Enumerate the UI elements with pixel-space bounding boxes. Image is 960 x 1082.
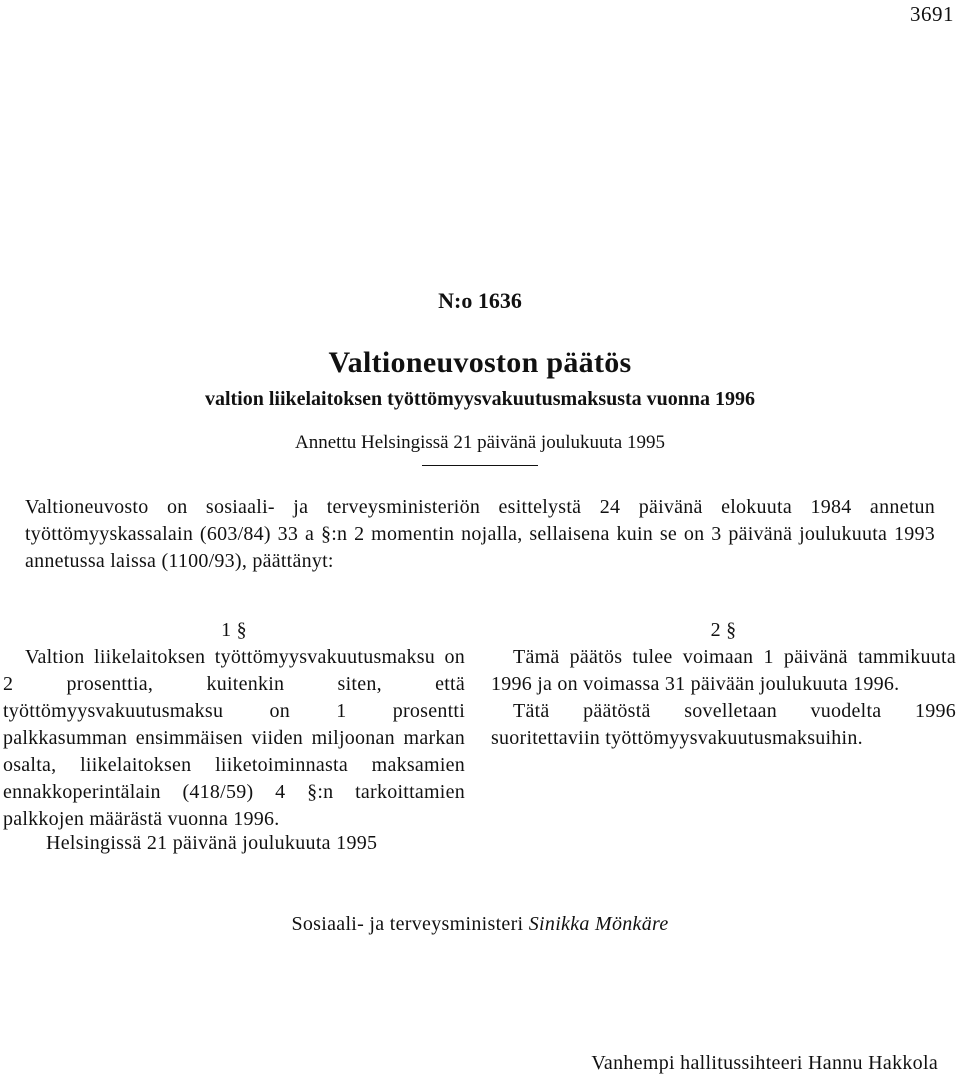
section-1 bbox=[3, 617, 465, 833]
section-2 bbox=[491, 617, 956, 752]
minister-signature bbox=[0, 913, 960, 936]
secretary-signature: Vanhempi hallitussihteeri Hannu Hakkola bbox=[591, 1052, 938, 1074]
document-title: Valtioneuvoston päätös bbox=[328, 346, 632, 379]
document-subtitle: valtion liikelaitoksen työttömyysvakuutusmaksusta vuonna 1996 bbox=[204, 388, 756, 410]
section-1-paragraph: Valtion liikelaitoksen työttömyysvakuutusmaksu on 2 prosenttia, kuitenkin siten, että työttömyysvakuutusmaksu on 1 prosentti palkkasumman ensimmäisen viiden miljoonan markan osalta, liikelaitoksen liiketoiminnasta maksamien ennakkoperintälain (418/59) 4 §:n tarkoittamien palkkojen määrästä vuonna 1996. bbox=[3, 646, 465, 830]
section-2-heading: 2 § bbox=[710, 619, 737, 641]
section-2-paragraph-2: Tätä päätöstä sovelletaan vuodelta 1996 suoritettaviin työttömyysvakuutusmaksuihin. bbox=[491, 700, 956, 749]
preamble-paragraph: Valtioneuvosto on sosiaali- ja terveysministeriön esittelystä 24 päivänä elokuuta 1984 annetun työttömyyskassalain (603/84) 33 a §:n 2 momentin nojalla, sellaisena kuin se on 3 päivänä joulukuuta 1993 annetussa laissa (1100/93), päättänyt: bbox=[25, 496, 935, 572]
issued-line: Annettu Helsingissä 21 päivänä joulukuuta 1995 bbox=[295, 432, 665, 453]
signing-place-date: Helsingissä 21 päivänä joulukuuta 1995 bbox=[46, 832, 378, 854]
section-1-heading: 1 § bbox=[221, 619, 247, 641]
divider-rule bbox=[422, 465, 538, 466]
document-number: N:o 1636 bbox=[438, 288, 522, 313]
minister-name: Sinikka Mönkäre bbox=[528, 913, 669, 935]
minister-title: Sosiaali- ja terveysministeri bbox=[291, 913, 524, 935]
section-2-paragraph-1: Tämä päätös tulee voimaan 1 päivänä tammikuuta 1996 ja on voimassa 31 päivään joulukuuta 1996. bbox=[491, 646, 956, 695]
page-number: 3691 bbox=[910, 2, 954, 26]
